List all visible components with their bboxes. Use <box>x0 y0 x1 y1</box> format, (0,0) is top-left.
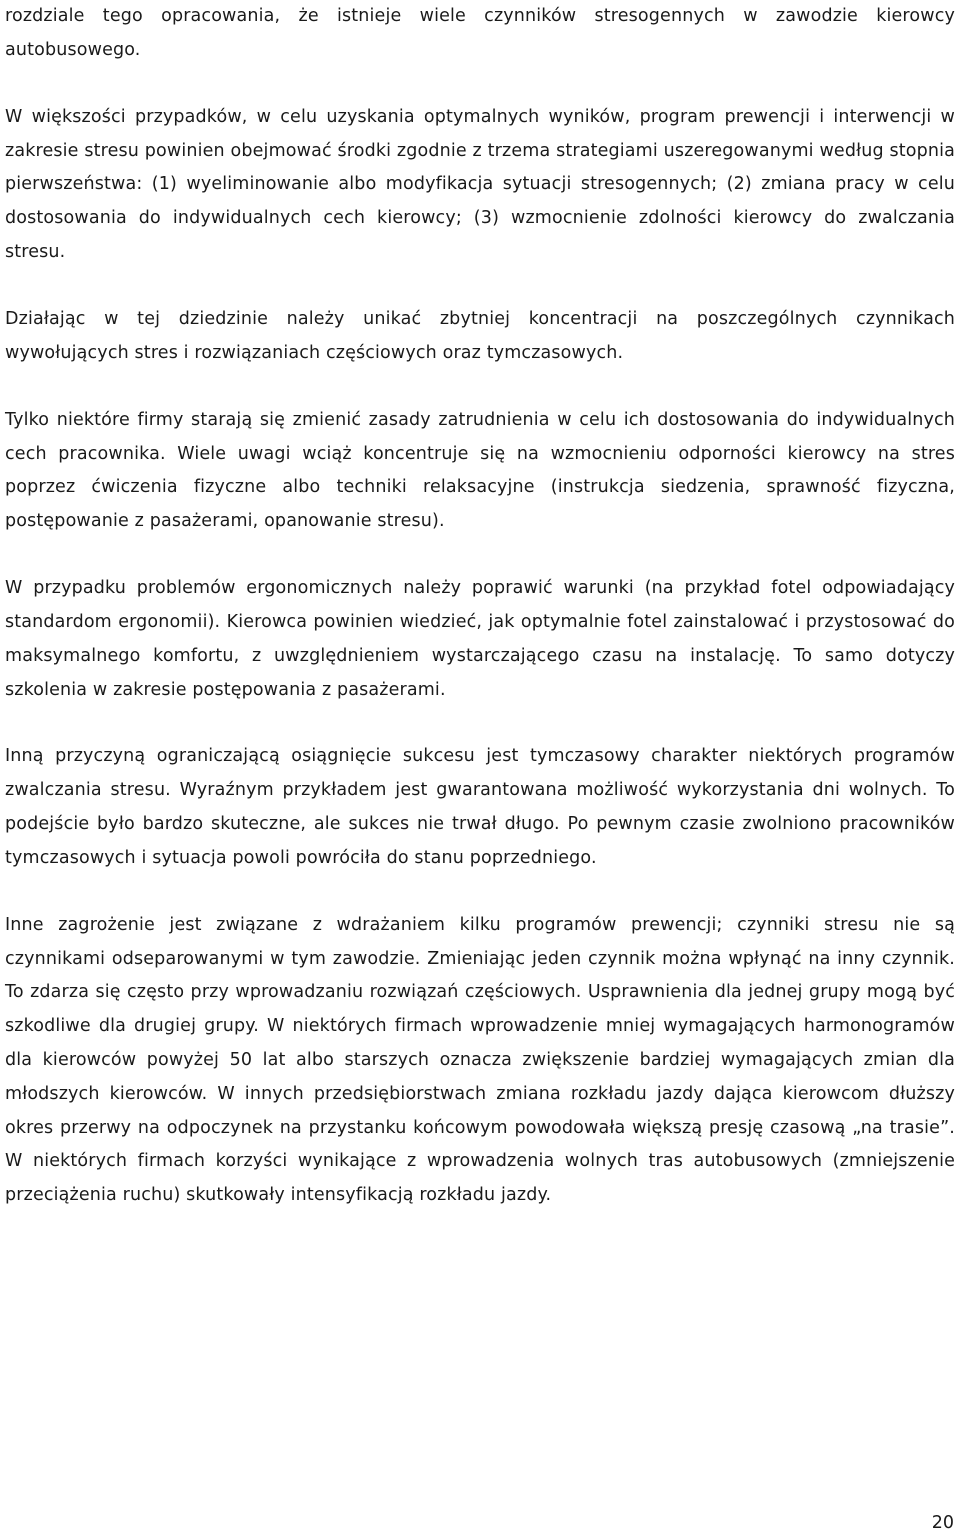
paragraph-ergonomics: W przypadku problemów ergonomicznych należy poprawić warunki (na przykład fotel odpowiadający standardom ergonomii). Kierowca powinien wiedzieć, jak optymalnie fotel zainstalować i przystosować do maksymalnego komfortu, z uwzględnieniem wystarczającego czasu na instalację. To samo dotyczy szkolenia w zakresie postępowania z pasażerami. <box>5 578 955 700</box>
paragraph-multiple-programs: Inne zagrożenie jest związane z wdrażaniem kilku programów prewencji; czynniki stresu nie są czynnikami odseparowanymi w tym zawodzie. Zmieniając jeden czynnik można wpłynąć na inny czynnik. To zdarza się często przy wprowadzaniu rozwiązań częściowych. Usprawnienia dla jednej grupy mogą być szkodliwe dla drugiej grupy. W niektórych firmach wprowadzenie mniej wymagających harmonogramów dla kierowców powyżej 50 lat albo starszych oznacza zwiększenie bardziej wymagających zmian dla młodszych kierowców. W innych przedsiębiorstwach zmiana rozkładu jazdy dająca kierowcom dłuższy okres przerwy na odpoczynek na przystanku końcowym powodowała większą presję czasową „na trasie”. W niektórych firmach korzyści wynikające z wprowadzenia wolnych tras autobusowych (zmniejszenie przeciążenia ruchu) skutkowały intensyfikacją rozkładu jazdy. <box>5 914 955 1206</box>
paragraph-continuation: rozdziale tego opracowania, że istnieje wiele czynników stresogennych w zawodzie kierowcy autobusowego. <box>5 6 955 60</box>
paragraph-strategies: W większości przypadków, w celu uzyskania optymalnych wyników, program prewencji i interwencji w zakresie stresu powinien obejmować środki zgodnie z trzema strategiami uszeregowanymi według stopnia pierwszeństwa: (1) wyeliminowanie albo modyfikacja sytuacji stresogennych; (2) zmiana pracy w celu dostosowania do indywidualnych cech kierowcy; (3) wzmocnienie zdolności kierowcy do zwalczania stresu. <box>5 106 955 262</box>
paragraph-temporary-programs: Inną przyczyną ograniczającą osiągnięcie sukcesu jest tymczasowy charakter niektórych programów zwalczania stresu. Wyraźnym przykładem jest gwarantowana możliwość wykorzystania dni wolnych. To podejście było bardzo skuteczne, ale sukces nie trwał długo. Po pewnym czasie zwolniono pracowników tymczasowych i sytuacja powoli powróciła do stanu poprzedniego. <box>5 746 955 868</box>
page-number: 20 <box>931 1513 954 1533</box>
paragraph-employment-rules: Tylko niektóre firmy starają się zmienić zasady zatrudnienia w celu ich dostosowania do indywidualnych cech pracownika. Wiele uwagi wciąż koncentruje się na wzmocnieniu odporności kierowcy na stres poprzez ćwiczenia fizyczne albo techniki relaksacyjne (instrukcja siedzenia, sprawność fizyczna, postępowanie z pasażerami, opanowanie stresu). <box>5 409 955 532</box>
document-page <box>5 0 955 1213</box>
paragraph-concentration: Działając w tej dziedzinie należy unikać zbytniej koncentracji na poszczególnych czynnikach wywołujących stres i rozwiązaniach częściowych oraz tymczasowych. <box>5 308 955 363</box>
